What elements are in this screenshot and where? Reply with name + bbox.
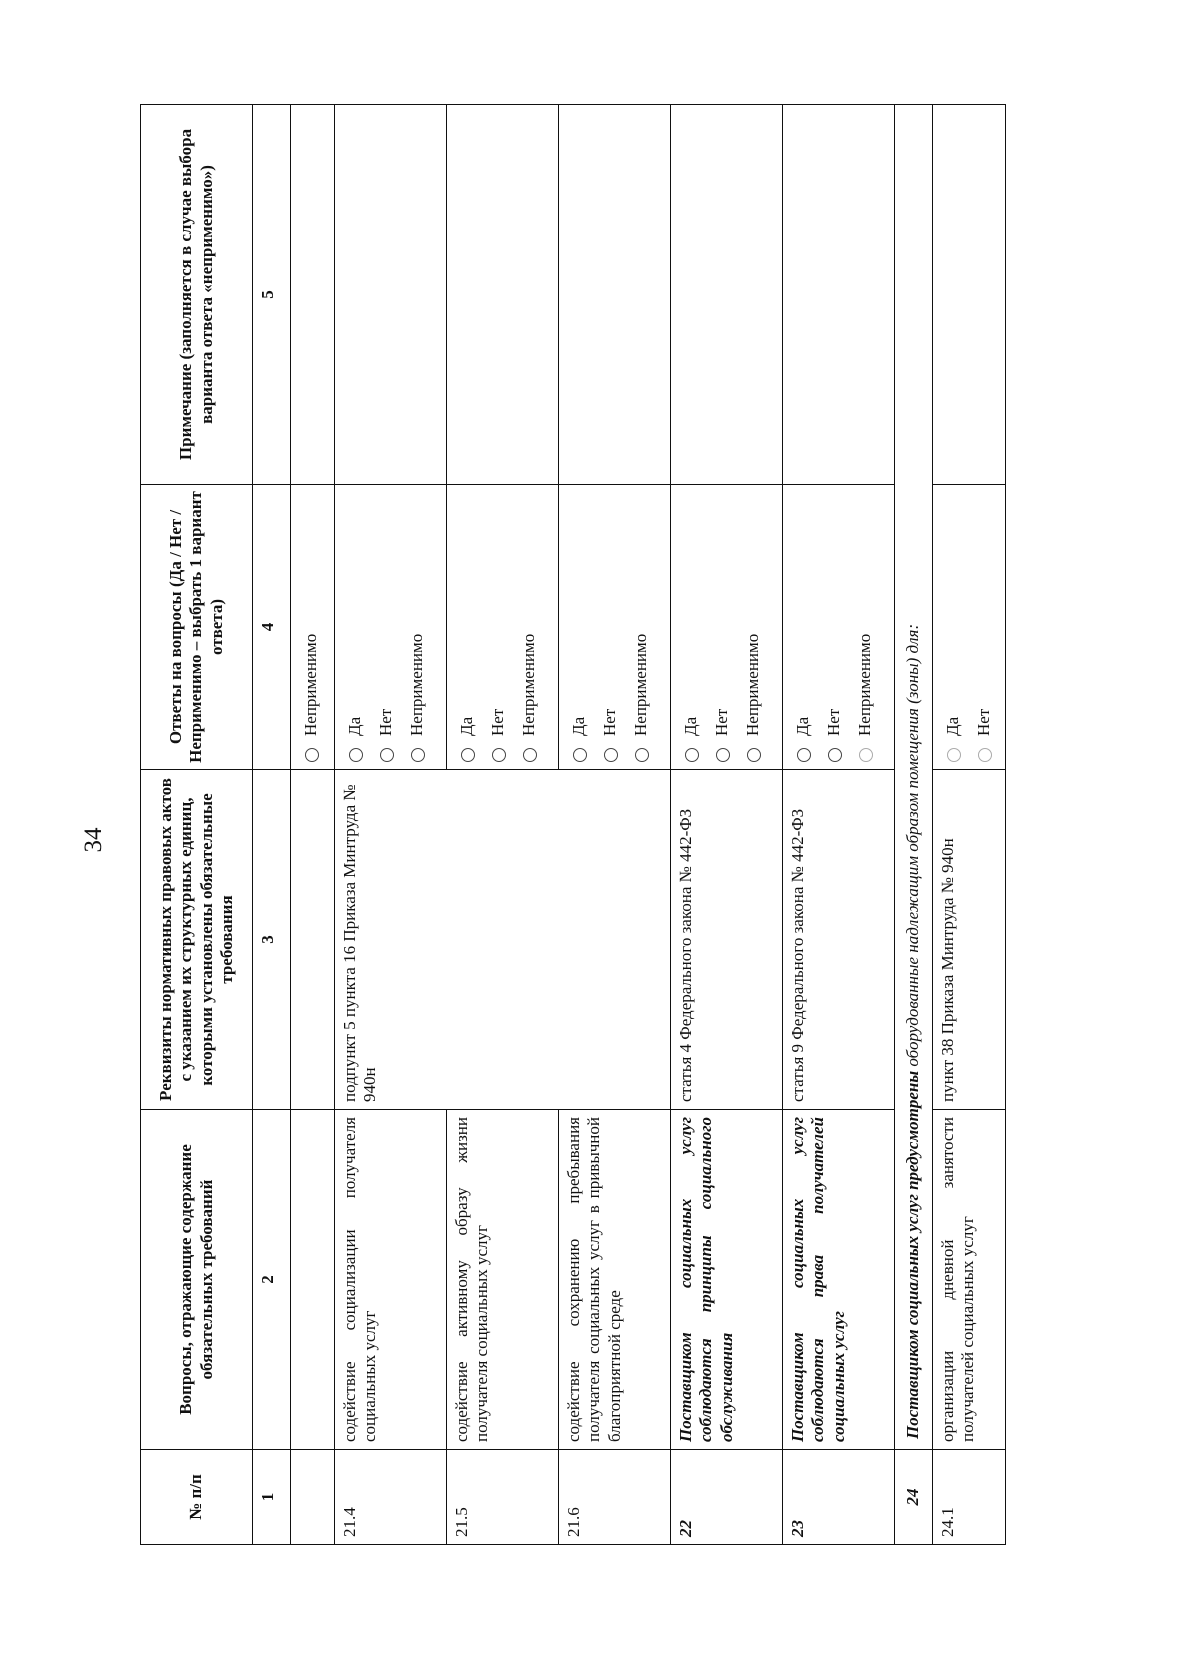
column-number: 4	[253, 485, 291, 770]
column-number: 5	[253, 105, 291, 485]
radio-icon[interactable]	[635, 748, 649, 762]
note-cell[interactable]	[933, 105, 1006, 485]
note-cell[interactable]	[671, 105, 783, 485]
radio-icon[interactable]	[492, 748, 506, 762]
row-act: статья 9 Федерального закона № 442-ФЗ	[783, 770, 895, 1110]
option-label: Да	[681, 716, 701, 736]
header-questions: Вопросы, отражающие содержание обязательных требований	[141, 1110, 253, 1450]
table-row	[783, 105, 895, 1545]
note-cell[interactable]	[335, 105, 447, 485]
option-label: Неприменимо	[301, 633, 321, 736]
section-row	[895, 105, 933, 1545]
option-label: Да	[943, 716, 963, 736]
option-label: Нет	[974, 708, 994, 736]
header-number: № п/п	[141, 1450, 253, 1545]
section-heading	[895, 105, 933, 1450]
table-row	[671, 105, 783, 1545]
answer-cell	[335, 485, 447, 770]
table-row	[291, 105, 335, 1545]
answer-option[interactable]	[626, 492, 657, 762]
table-row	[933, 105, 1006, 1545]
answer-option[interactable]	[707, 492, 738, 762]
option-label: Нет	[488, 708, 508, 736]
answer-option[interactable]	[819, 492, 850, 762]
answer-option[interactable]	[969, 492, 1000, 762]
radio-icon[interactable]	[305, 748, 319, 762]
answer-option[interactable]	[850, 492, 881, 762]
answer-cell	[559, 485, 671, 770]
section-heading-rest: оборудованные надлежащим образом помещения (зоны) для:	[903, 623, 922, 1071]
option-label: Нет	[824, 708, 844, 736]
answer-option[interactable]	[514, 492, 545, 762]
row-act	[291, 770, 335, 1110]
answer-cell	[783, 485, 895, 770]
answer-option[interactable]	[452, 492, 483, 762]
rotated-table-page	[140, 105, 1035, 1545]
row-question	[291, 1110, 335, 1450]
answer-option[interactable]	[676, 492, 707, 762]
option-label: Нет	[712, 708, 732, 736]
radio-icon[interactable]	[685, 748, 699, 762]
answer-option[interactable]	[371, 492, 402, 762]
option-label: Да	[457, 716, 477, 736]
answer-option[interactable]	[340, 492, 371, 762]
row-number	[291, 1450, 335, 1545]
section-number: 24	[895, 1450, 933, 1545]
radio-icon[interactable]	[716, 748, 730, 762]
radio-icon[interactable]	[947, 748, 961, 762]
row-act: подпункт 5 пункта 16 Приказа Минтруда № 940н	[335, 770, 671, 1110]
header-acts: Реквизиты нормативных правовых актов с указанием их структурных единиц, которыми установлены обязательные требования	[141, 770, 253, 1110]
row-question: Поставщиком социальных услуг соблюдаются права получателей социальных услуг	[783, 1110, 895, 1450]
answer-option[interactable]	[788, 492, 819, 762]
answer-option[interactable]	[483, 492, 514, 762]
row-number: 24.1	[933, 1450, 1006, 1545]
answer-cell	[447, 485, 559, 770]
radio-icon[interactable]	[380, 748, 394, 762]
note-cell[interactable]	[559, 105, 671, 485]
option-label: Неприменимо	[407, 633, 427, 736]
option-label: Неприменимо	[631, 633, 651, 736]
note-cell[interactable]	[291, 105, 335, 485]
radio-icon[interactable]	[349, 748, 363, 762]
row-question: содействие сохранению пребывания получателя социальных услуг в привычной благоприятной среде	[559, 1110, 671, 1450]
option-label: Нет	[376, 708, 396, 736]
row-number: 23	[783, 1450, 895, 1545]
page-number: 34	[80, 827, 107, 853]
option-label: Неприменимо	[855, 633, 875, 736]
header-answers: Ответы на вопросы (Да / Нет / Неприменимо – выбрать 1 вариант ответа)	[141, 485, 253, 770]
row-act: статья 4 Федерального закона № 442-ФЗ	[671, 770, 783, 1110]
radio-icon[interactable]	[604, 748, 618, 762]
radio-icon[interactable]	[411, 748, 425, 762]
answer-option[interactable]	[595, 492, 626, 762]
answer-option[interactable]	[938, 492, 969, 762]
radio-icon[interactable]	[461, 748, 475, 762]
answer-option[interactable]	[738, 492, 769, 762]
row-question: организации дневной занятости получателей социальных услуг	[933, 1110, 1006, 1450]
radio-icon[interactable]	[797, 748, 811, 762]
option-label: Нет	[600, 708, 620, 736]
row-number: 21.4	[335, 1450, 447, 1545]
radio-icon[interactable]	[747, 748, 761, 762]
radio-icon[interactable]	[859, 748, 873, 762]
section-heading-bold: Поставщиком социальных услуг предусмотрены	[903, 1070, 922, 1439]
answer-option[interactable]	[296, 492, 327, 762]
answer-cell	[291, 485, 335, 770]
column-number: 2	[253, 1110, 291, 1450]
radio-icon[interactable]	[828, 748, 842, 762]
row-number: 21.6	[559, 1450, 671, 1545]
answer-option[interactable]	[402, 492, 433, 762]
note-cell[interactable]	[783, 105, 895, 485]
requirements-table	[140, 104, 1006, 1545]
option-label: Да	[793, 716, 813, 736]
radio-icon[interactable]	[978, 748, 992, 762]
column-number: 3	[253, 770, 291, 1110]
radio-icon[interactable]	[523, 748, 537, 762]
answer-option[interactable]	[564, 492, 595, 762]
note-cell[interactable]	[447, 105, 559, 485]
option-label: Да	[345, 716, 365, 736]
row-act: пункт 38 Приказа Минтруда № 940н	[933, 770, 1006, 1110]
answer-cell	[933, 485, 1006, 770]
header-note: Примечание (заполняется в случае выбора варианта ответа «неприменимо»)	[141, 105, 253, 485]
row-number: 21.5	[447, 1450, 559, 1545]
column-number: 1	[253, 1450, 291, 1545]
row-question: содействие активному образу жизни получателя социальных услуг	[447, 1110, 559, 1450]
row-number: 22	[671, 1450, 783, 1545]
radio-icon[interactable]	[573, 748, 587, 762]
option-label: Да	[569, 716, 589, 736]
answer-cell	[671, 485, 783, 770]
option-label: Неприменимо	[743, 633, 763, 736]
row-question: содействие социализации получателя социальных услуг	[335, 1110, 447, 1450]
table-row	[335, 105, 447, 1545]
row-question: Поставщиком социальных услуг соблюдаются принципы социального обслуживания	[671, 1110, 783, 1450]
option-label: Неприменимо	[519, 633, 539, 736]
